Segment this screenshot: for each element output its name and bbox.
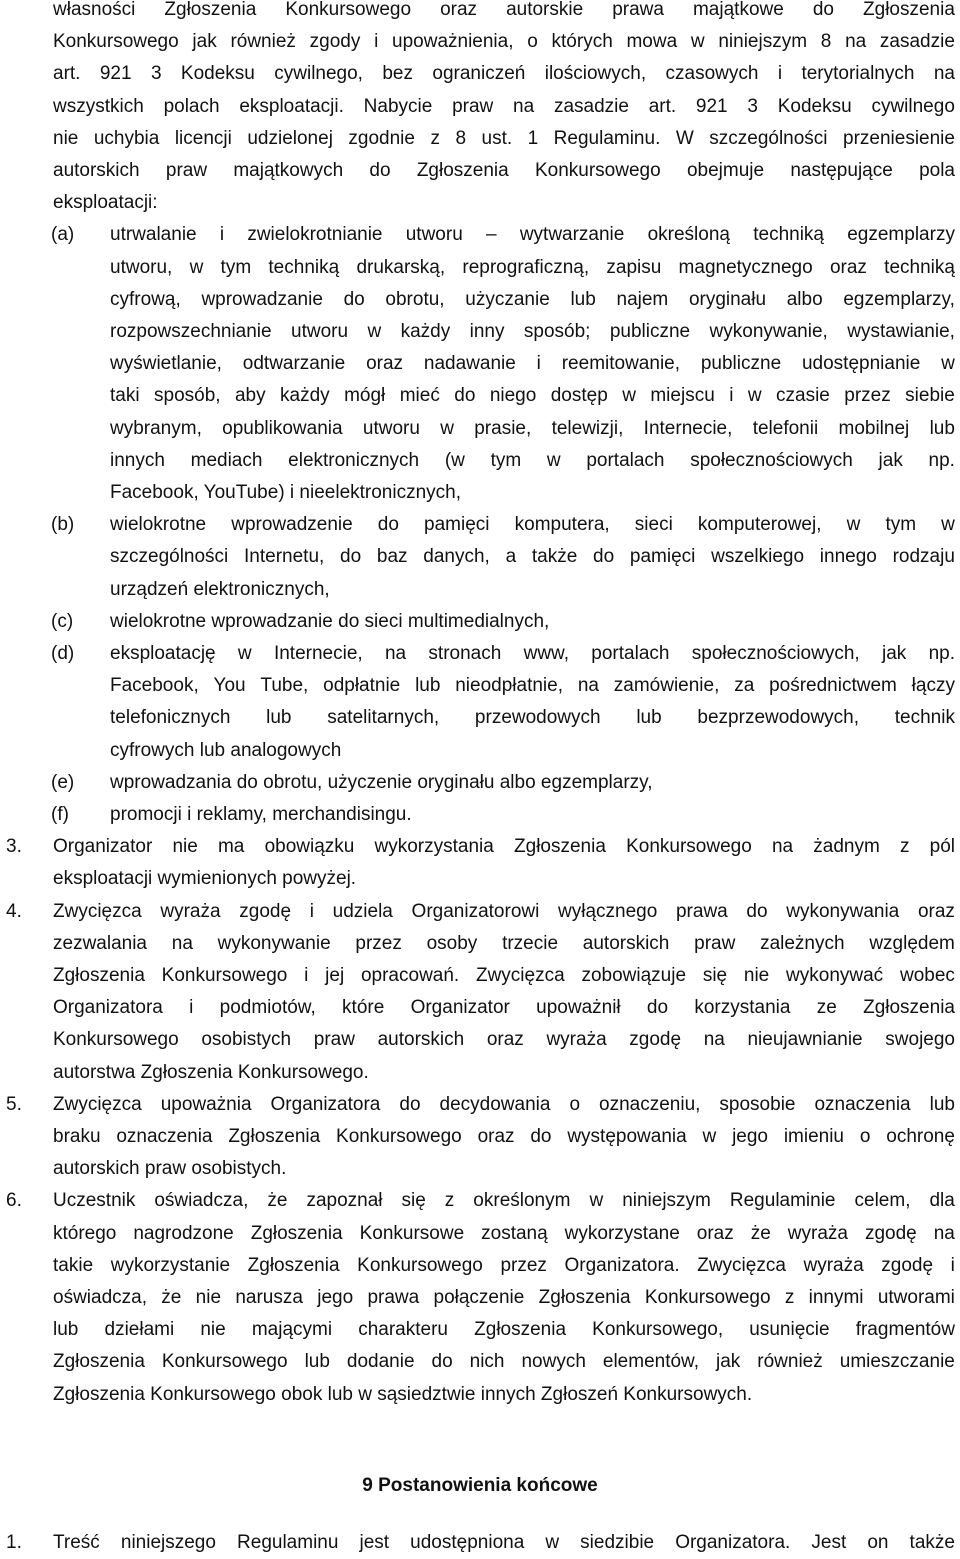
numbered-item-line: autorstwa Zgłoszenia Konkursowego. bbox=[53, 1061, 369, 1083]
paragraph-line: autorskich praw majątkowych do Zgłoszenia Konkursowego obejmuje następujące pola bbox=[53, 160, 955, 181]
sub-item-line: wielokrotne wprowadzenie do pamięci komputera, sieci komputerowej, w tym w bbox=[110, 514, 955, 536]
numbered-item-line: Zwycięzca wyraża zgodę i udziela Organizatorowi wyłącznego prawa do wykonywania oraz bbox=[53, 900, 955, 922]
numbered-item-line: Treść niniejszego Regulaminu jest udostępniona w siedzibie Organizatora. Jest on także bbox=[53, 1532, 955, 1553]
paragraph-line: nie uchybia licencji udzielonej zgodnie z 8 ust. 1 Regulaminu. W szczególności przeniesienie bbox=[53, 127, 955, 149]
sub-item-line: telefonicznych lub satelitarnych, przewodowych lub bezprzewodowych, technik bbox=[110, 707, 955, 729]
numbered-item-line: Uczestnik oświadcza, że zapoznał się z określonym w niniejszym Regulaminie celem, dla bbox=[53, 1190, 955, 1212]
sub-item-line: Facebook, YouTube) i nieelektronicznych, bbox=[110, 482, 462, 503]
sub-item-line: cyfrową, wprowadzanie do obrotu, użyczanie lub najem oryginału albo egzemplarzy, bbox=[110, 288, 955, 310]
sub-item-line: rozpowszechnianie utworu w każdy inny sposób; publiczne wykonywanie, wystawianie, bbox=[110, 321, 955, 342]
numbered-item-marker: 3. bbox=[6, 836, 22, 858]
sub-item-line: wprowadzania do obrotu, użyczenie oryginału albo egzemplarzy, bbox=[110, 771, 653, 793]
sub-item-marker: (a) bbox=[51, 224, 75, 246]
numbered-item-line: autorskich praw osobistych. bbox=[53, 1158, 287, 1180]
numbered-item-line: oświadcza, że nie narusza jego prawa połączenie Zgłoszenia Konkursowego z innymi utworami bbox=[53, 1287, 955, 1308]
numbered-item-line: którego nagrodzone Zgłoszenia Konkursowe zostaną wykorzystane oraz że wyraża zgodę na bbox=[53, 1222, 955, 1244]
numbered-item-marker: 4. bbox=[6, 900, 22, 922]
numbered-item-marker: 1. bbox=[6, 1532, 22, 1553]
numbered-item-line: Zgłoszenia Konkursowego i jej opracowań. Zwycięzca zobowiązuje się nie wykonywać wobec bbox=[53, 965, 955, 986]
sub-item-line: wybranym, opublikowania utworu w prasie, telewizji, Internecie, telefonii mobilnej lub bbox=[110, 417, 955, 439]
sub-item-line: urządzeń elektronicznych, bbox=[110, 578, 330, 600]
numbered-item-line: Zwycięzca upoważnia Organizatora do decydowania o oznaczeniu, sposobie oznaczenia lub bbox=[53, 1093, 955, 1115]
numbered-item-line: braku oznaczenia Zgłoszenia Konkursowego oraz do występowania w jego imieniu o ochronę bbox=[53, 1126, 955, 1147]
sub-item-line: utrwalanie i zwielokrotnianie utworu – wytwarzanie określoną techniką egzemplarzy bbox=[110, 224, 955, 246]
sub-item-line: cyfrowych lub analogowych bbox=[110, 739, 342, 761]
numbered-item-line: Konkursowego osobistych praw autorskich oraz wyraża zgodę na nieujawnianie swojego bbox=[53, 1029, 955, 1051]
numbered-item-line: Organizator nie ma obowiązku wykorzystania Zgłoszenia Konkursowego na żadnym z pól bbox=[53, 836, 955, 858]
numbered-item-line: zezwalania na wykonywanie przez osoby trzecie autorskich praw zależnych względem bbox=[53, 932, 955, 954]
numbered-item-line: Zgłoszenia Konkursowego lub dodanie do nich nowych elementów, jak również umieszczanie bbox=[53, 1351, 955, 1373]
sub-item-marker: (f) bbox=[51, 804, 69, 825]
sub-item-line: utworu, w tym techniką drukarską, reprograficzną, zapisu magnetycznego oraz techniką bbox=[110, 256, 955, 278]
numbered-item-line: takie wykorzystanie Zgłoszenia Konkursowego przez Organizatora. Zwycięzca wyraża zgodę i bbox=[53, 1254, 955, 1276]
sub-item-line: innych mediach elektronicznych (w tym w portalach społecznościowych jak np. bbox=[110, 449, 955, 471]
sub-item-line: wielokrotne wprowadzanie do sieci multimedialnych, bbox=[110, 610, 550, 632]
sub-item-line: taki sposób, aby każdy mógł mieć do niego dostęp w miejscu i w czasie przez siebie bbox=[110, 385, 955, 407]
numbered-item-line: Organizatora i podmiotów, które Organizator upoważnił do korzystania ze Zgłoszenia bbox=[53, 997, 955, 1019]
paragraph-line: art. 921 3 Kodeksu cywilnego, bez ograniczeń ilościowych, czasowych i terytorialnych na bbox=[53, 63, 955, 85]
paragraph-line: Konkursowego jak również zgody i upoważnienia, o których mowa w niniejszym 8 na zasadzie bbox=[53, 31, 955, 53]
numbered-item-marker: 5. bbox=[6, 1093, 22, 1115]
sub-item-marker: (e) bbox=[51, 771, 75, 793]
numbered-item-line: lub dziełami nie mającymi charakteru Zgłoszenia Konkursowego, usunięcie fragmentów bbox=[53, 1319, 955, 1341]
sub-item-marker: (d) bbox=[51, 643, 75, 664]
sub-item-line: Facebook, You Tube, odpłatnie lub nieodpłatnie, na zamówienie, za pośrednictwem łączy bbox=[110, 675, 955, 697]
sub-item-line: promocji i reklamy, merchandisingu. bbox=[110, 804, 412, 825]
paragraph-line: eksploatacji: bbox=[53, 192, 158, 214]
sub-item-marker: (c) bbox=[51, 610, 74, 632]
paragraph-line: własności Zgłoszenia Konkursowego oraz autorskie prawa majątkowe do Zgłoszenia bbox=[53, 0, 955, 20]
paragraph-line: wszystkich polach eksploatacji. Nabycie praw na zasadzie art. 921 3 Kodeksu cywilnego bbox=[53, 95, 955, 117]
sub-item-marker: (b) bbox=[51, 514, 75, 536]
sub-item-line: szczególności Internetu, do baz danych, a także do pamięci wszelkiego innego rodzaju bbox=[110, 546, 955, 568]
section-heading: 9 Postanowienia końcowe bbox=[362, 1475, 598, 1496]
numbered-item-marker: 6. bbox=[6, 1190, 22, 1212]
sub-item-line: eksploatację w Internecie, na stronach www, portalach społecznościowych, jak np. bbox=[110, 643, 955, 664]
numbered-item-line: eksploatacji wymienionych powyżej. bbox=[53, 868, 357, 890]
numbered-item-line: Zgłoszenia Konkursowego obok lub w sąsiedztwie innych Zgłoszeń Konkursowych. bbox=[53, 1383, 753, 1405]
sub-item-line: wyświetlanie, odtwarzanie oraz nadawanie i reemitowanie, publiczne udostępnianie w bbox=[110, 353, 955, 375]
